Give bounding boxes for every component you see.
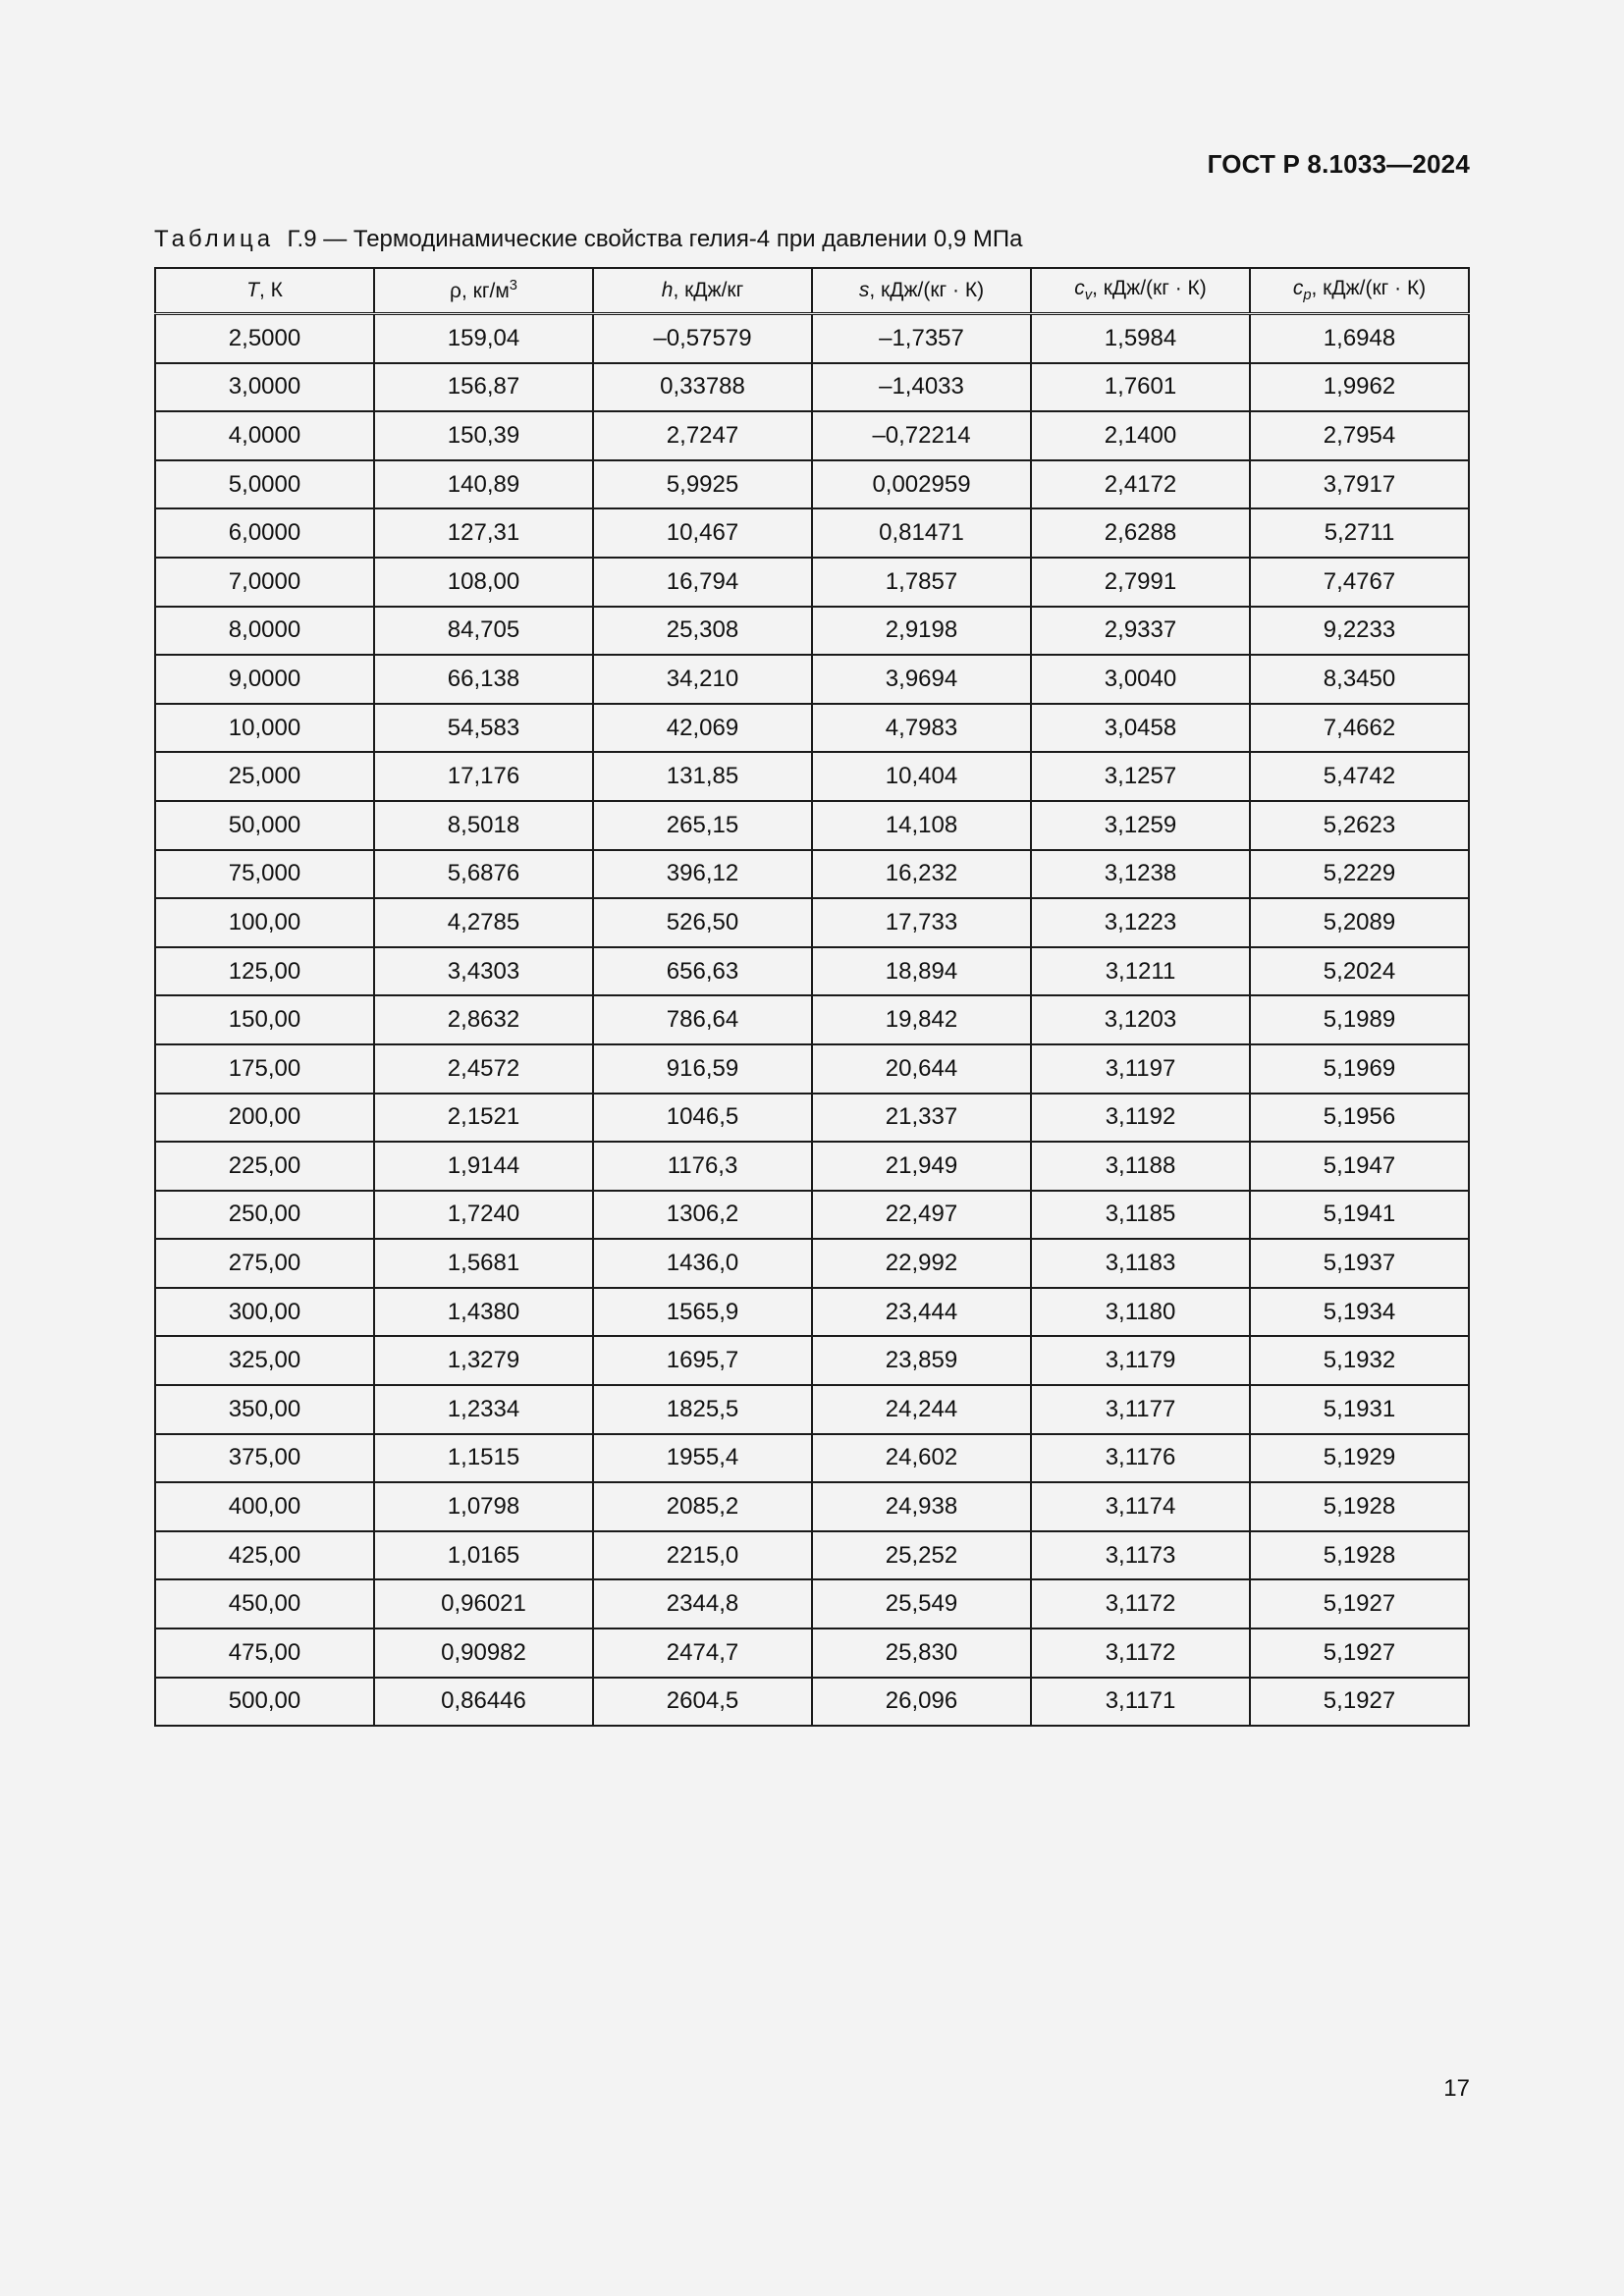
table-cell: 2085,2 <box>593 1482 812 1531</box>
table-cell: –1,7357 <box>812 314 1031 363</box>
column-symbol: c <box>1292 277 1304 300</box>
table-row <box>155 995 1469 1044</box>
table-cell: 3,1172 <box>1031 1629 1250 1678</box>
table-cell: 3,4303 <box>374 947 593 996</box>
table-cell: 3,1180 <box>1031 1288 1250 1337</box>
table-cell: 140,89 <box>374 460 593 509</box>
table-cell: 2,7991 <box>1031 558 1250 607</box>
table-cell: 16,794 <box>593 558 812 607</box>
table-cell: 54,583 <box>374 704 593 753</box>
table-row <box>155 850 1469 899</box>
table-cell: 425,00 <box>155 1531 374 1580</box>
table-cell: 19,842 <box>812 995 1031 1044</box>
table-cell: 66,138 <box>374 655 593 704</box>
table-cell: 1046,5 <box>593 1094 812 1143</box>
table-cell: 2215,0 <box>593 1531 812 1580</box>
table-cell: 2,9198 <box>812 607 1031 656</box>
table-cell: 1306,2 <box>593 1191 812 1240</box>
table-cell: 0,96021 <box>374 1579 593 1629</box>
table-cell: 2,4572 <box>374 1044 593 1094</box>
table-cell: 3,0458 <box>1031 704 1250 753</box>
table-cell: 1,3279 <box>374 1336 593 1385</box>
table-cell: 84,705 <box>374 607 593 656</box>
table-row <box>155 1531 1469 1580</box>
table-cell: 1955,4 <box>593 1434 812 1483</box>
column-unit: , кг/м <box>460 280 510 302</box>
table-cell: 175,00 <box>155 1044 374 1094</box>
table-cell: 3,1223 <box>1031 898 1250 947</box>
table-cell: 5,1927 <box>1250 1579 1469 1629</box>
table-row <box>155 411 1469 460</box>
column-unit: , кДж/(кг · К) <box>1311 277 1427 300</box>
table-cell: 3,1257 <box>1031 752 1250 801</box>
table-cell: 0,86446 <box>374 1678 593 1727</box>
caption-label: Таблица <box>154 226 275 252</box>
table-cell: 5,9925 <box>593 460 812 509</box>
table-cell: 75,000 <box>155 850 374 899</box>
table-cell: 22,497 <box>812 1191 1031 1240</box>
column-header-density <box>374 268 593 314</box>
table-cell: 5,1929 <box>1250 1434 1469 1483</box>
column-symbol: c <box>1074 277 1085 300</box>
table-cell: 3,1183 <box>1031 1239 1250 1288</box>
table-cell: 22,992 <box>812 1239 1031 1288</box>
table-cell: 3,1174 <box>1031 1482 1250 1531</box>
table-cell: 5,2229 <box>1250 850 1469 899</box>
table-row <box>155 607 1469 656</box>
table-cell: 1565,9 <box>593 1288 812 1337</box>
table-cell: 3,0040 <box>1031 655 1250 704</box>
table-row <box>155 1044 1469 1094</box>
table-cell: 2344,8 <box>593 1579 812 1629</box>
table-cell: 526,50 <box>593 898 812 947</box>
table-cell: 26,096 <box>812 1678 1031 1727</box>
table-cell: 3,1185 <box>1031 1191 1250 1240</box>
table-cell: 2,7247 <box>593 411 812 460</box>
table-row <box>155 898 1469 947</box>
table-cell: 3,1179 <box>1031 1336 1250 1385</box>
table-cell: 5,0000 <box>155 460 374 509</box>
table-cell: 3,1203 <box>1031 995 1250 1044</box>
table-cell: 1,2334 <box>374 1385 593 1434</box>
table-cell: 475,00 <box>155 1629 374 1678</box>
table-cell: 9,2233 <box>1250 607 1469 656</box>
column-unit-exponent: 3 <box>509 278 517 294</box>
column-header-cp <box>1250 268 1469 314</box>
table-cell: 916,59 <box>593 1044 812 1094</box>
table-cell: 5,2089 <box>1250 898 1469 947</box>
table-cell: 3,1238 <box>1031 850 1250 899</box>
table-cell: 25,549 <box>812 1579 1031 1629</box>
table-cell: 3,1177 <box>1031 1385 1250 1434</box>
table-cell: 5,1956 <box>1250 1094 1469 1143</box>
column-unit: , кДж/(кг · К) <box>869 279 985 301</box>
table-cell: 2,7954 <box>1250 411 1469 460</box>
table-row <box>155 1094 1469 1143</box>
table-row <box>155 460 1469 509</box>
table-cell: 1,7601 <box>1031 363 1250 412</box>
table-cell: 225,00 <box>155 1142 374 1191</box>
table-cell: 1,4380 <box>374 1288 593 1337</box>
table-cell: 1,7240 <box>374 1191 593 1240</box>
table-cell: 2,9337 <box>1031 607 1250 656</box>
table-cell: 5,1932 <box>1250 1336 1469 1385</box>
table-cell: 3,9694 <box>812 655 1031 704</box>
table-cell: 275,00 <box>155 1239 374 1288</box>
table-cell: 18,894 <box>812 947 1031 996</box>
table-row <box>155 752 1469 801</box>
table-cell: 2,4172 <box>1031 460 1250 509</box>
table-cell: 5,4742 <box>1250 752 1469 801</box>
table-cell: 0,002959 <box>812 460 1031 509</box>
table-row <box>155 363 1469 412</box>
table-cell: 5,1969 <box>1250 1044 1469 1094</box>
column-symbol: ρ <box>450 280 461 302</box>
table-cell: 4,0000 <box>155 411 374 460</box>
table-cell: 0,81471 <box>812 508 1031 558</box>
table-cell: 656,63 <box>593 947 812 996</box>
header-row <box>155 268 1469 314</box>
table-cell: 7,4767 <box>1250 558 1469 607</box>
table-cell: 150,00 <box>155 995 374 1044</box>
table-cell: 2,6288 <box>1031 508 1250 558</box>
table-cell: 5,1941 <box>1250 1191 1469 1240</box>
table-cell: 125,00 <box>155 947 374 996</box>
table-cell: 150,39 <box>374 411 593 460</box>
table-cell: 17,733 <box>812 898 1031 947</box>
table-cell: 10,404 <box>812 752 1031 801</box>
table-cell: 5,1937 <box>1250 1239 1469 1288</box>
table-cell: 2,1400 <box>1031 411 1250 460</box>
document-code: ГОСТ Р 8.1033—2024 <box>1207 149 1470 179</box>
column-unit: , кДж/кг <box>673 279 744 301</box>
table-row <box>155 1579 1469 1629</box>
table-cell: 350,00 <box>155 1385 374 1434</box>
table-cell: 25,000 <box>155 752 374 801</box>
table-cell: 265,15 <box>593 801 812 850</box>
table-cell: 24,602 <box>812 1434 1031 1483</box>
table-row <box>155 558 1469 607</box>
table-cell: 1,9144 <box>374 1142 593 1191</box>
table-row <box>155 314 1469 363</box>
table-row <box>155 508 1469 558</box>
table-cell: 500,00 <box>155 1678 374 1727</box>
table-cell: 1695,7 <box>593 1336 812 1385</box>
table-cell: 7,4662 <box>1250 704 1469 753</box>
table-cell: 5,1928 <box>1250 1482 1469 1531</box>
table-cell: 5,1928 <box>1250 1531 1469 1580</box>
table-cell: 3,1197 <box>1031 1044 1250 1094</box>
table-cell: 1436,0 <box>593 1239 812 1288</box>
table-row <box>155 1239 1469 1288</box>
table-cell: 396,12 <box>593 850 812 899</box>
column-symbol: h <box>661 279 674 301</box>
table-cell: 8,3450 <box>1250 655 1469 704</box>
table-cell: 2604,5 <box>593 1678 812 1727</box>
column-header-entropy <box>812 268 1031 314</box>
table-cell: 23,444 <box>812 1288 1031 1337</box>
page-number: 17 <box>1443 2075 1470 2102</box>
table-cell: 14,108 <box>812 801 1031 850</box>
table-cell: 0,90982 <box>374 1629 593 1678</box>
table-cell: 2,8632 <box>374 995 593 1044</box>
table-row <box>155 704 1469 753</box>
table-cell: 159,04 <box>374 314 593 363</box>
table-cell: 3,1172 <box>1031 1579 1250 1629</box>
table-cell: 3,0000 <box>155 363 374 412</box>
table-row <box>155 1191 1469 1240</box>
table-cell: 25,252 <box>812 1531 1031 1580</box>
data-table <box>154 267 1470 1727</box>
table-cell: 16,232 <box>812 850 1031 899</box>
column-unit: , кДж/(кг · К) <box>1092 277 1207 300</box>
table-cell: –0,72214 <box>812 411 1031 460</box>
column-subscript: p <box>1303 288 1312 304</box>
table-cell: 325,00 <box>155 1336 374 1385</box>
table-cell: 6,0000 <box>155 508 374 558</box>
table-row <box>155 1629 1469 1678</box>
table-row <box>155 1482 1469 1531</box>
table-cell: 3,1188 <box>1031 1142 1250 1191</box>
column-header-enthalpy <box>593 268 812 314</box>
table-cell: 2,1521 <box>374 1094 593 1143</box>
table-cell: 1,0165 <box>374 1531 593 1580</box>
table-cell: 100,00 <box>155 898 374 947</box>
table-cell: 3,1192 <box>1031 1094 1250 1143</box>
table-cell: 8,0000 <box>155 607 374 656</box>
column-unit: , К <box>258 279 283 301</box>
table-cell: 3,1173 <box>1031 1531 1250 1580</box>
table-row <box>155 801 1469 850</box>
table-cell: –1,4033 <box>812 363 1031 412</box>
table-cell: 5,1931 <box>1250 1385 1469 1434</box>
table-cell: 5,2711 <box>1250 508 1469 558</box>
table-cell: 108,00 <box>374 558 593 607</box>
table-cell: 400,00 <box>155 1482 374 1531</box>
table-cell: 5,6876 <box>374 850 593 899</box>
table-cell: 1,5984 <box>1031 314 1250 363</box>
table-cell: 375,00 <box>155 1434 374 1483</box>
table-cell: 8,5018 <box>374 801 593 850</box>
table-row <box>155 1288 1469 1337</box>
table-cell: 3,1176 <box>1031 1434 1250 1483</box>
table-row <box>155 1434 1469 1483</box>
table-cell: 10,000 <box>155 704 374 753</box>
table-row <box>155 1678 1469 1727</box>
table-cell: 23,859 <box>812 1336 1031 1385</box>
table-cell: 2,5000 <box>155 314 374 363</box>
column-symbol: s <box>858 279 870 301</box>
table-row <box>155 947 1469 996</box>
table-cell: 25,830 <box>812 1629 1031 1678</box>
table-cell: 5,1947 <box>1250 1142 1469 1191</box>
table-header <box>155 268 1469 314</box>
table-cell: 450,00 <box>155 1579 374 1629</box>
table-row <box>155 1336 1469 1385</box>
table-cell: 5,1989 <box>1250 995 1469 1044</box>
table-cell: 42,069 <box>593 704 812 753</box>
table-cell: 3,1211 <box>1031 947 1250 996</box>
table-cell: 5,1927 <box>1250 1629 1469 1678</box>
table-row <box>155 655 1469 704</box>
table-cell: 1,0798 <box>374 1482 593 1531</box>
table-cell: 1,9962 <box>1250 363 1469 412</box>
table-cell: 127,31 <box>374 508 593 558</box>
table-cell: 21,337 <box>812 1094 1031 1143</box>
table-cell: 50,000 <box>155 801 374 850</box>
table-cell: 2474,7 <box>593 1629 812 1678</box>
table-cell: 131,85 <box>593 752 812 801</box>
caption-number: Г.9 <box>287 226 317 252</box>
table-cell: –0,57579 <box>593 314 812 363</box>
table-body <box>155 314 1469 1727</box>
table-cell: 200,00 <box>155 1094 374 1143</box>
table-cell: 24,244 <box>812 1385 1031 1434</box>
table-row <box>155 1385 1469 1434</box>
table-cell: 10,467 <box>593 508 812 558</box>
column-header-cv <box>1031 268 1250 314</box>
table-cell: 5,1934 <box>1250 1288 1469 1337</box>
table-cell: 786,64 <box>593 995 812 1044</box>
table-cell: 156,87 <box>374 363 593 412</box>
table-cell: 7,0000 <box>155 558 374 607</box>
table-cell: 1,7857 <box>812 558 1031 607</box>
table-cell: 5,1927 <box>1250 1678 1469 1727</box>
table-cell: 1825,5 <box>593 1385 812 1434</box>
table-cell: 3,7917 <box>1250 460 1469 509</box>
table-cell: 3,1171 <box>1031 1678 1250 1727</box>
caption-text: — Термодинамические свойства гелия-4 при давлении 0,9 МПа <box>316 226 1023 252</box>
table-cell: 1,1515 <box>374 1434 593 1483</box>
table-cell: 21,949 <box>812 1142 1031 1191</box>
table-cell: 3,1259 <box>1031 801 1250 850</box>
table-cell: 4,2785 <box>374 898 593 947</box>
table-cell: 5,2623 <box>1250 801 1469 850</box>
table-cell: 4,7983 <box>812 704 1031 753</box>
table-cell: 300,00 <box>155 1288 374 1337</box>
table-caption <box>154 226 1023 253</box>
table-cell: 250,00 <box>155 1191 374 1240</box>
table-cell: 24,938 <box>812 1482 1031 1531</box>
table-cell: 34,210 <box>593 655 812 704</box>
column-symbol: T <box>246 279 259 301</box>
column-header-temperature <box>155 268 374 314</box>
table-cell: 17,176 <box>374 752 593 801</box>
table-cell: 9,0000 <box>155 655 374 704</box>
column-subscript: v <box>1084 288 1093 304</box>
table-row <box>155 1142 1469 1191</box>
table-cell: 1176,3 <box>593 1142 812 1191</box>
table-cell: 5,2024 <box>1250 947 1469 996</box>
table-cell: 20,644 <box>812 1044 1031 1094</box>
table-cell: 1,5681 <box>374 1239 593 1288</box>
table-cell: 25,308 <box>593 607 812 656</box>
table-cell: 1,6948 <box>1250 314 1469 363</box>
table-cell: 0,33788 <box>593 363 812 412</box>
